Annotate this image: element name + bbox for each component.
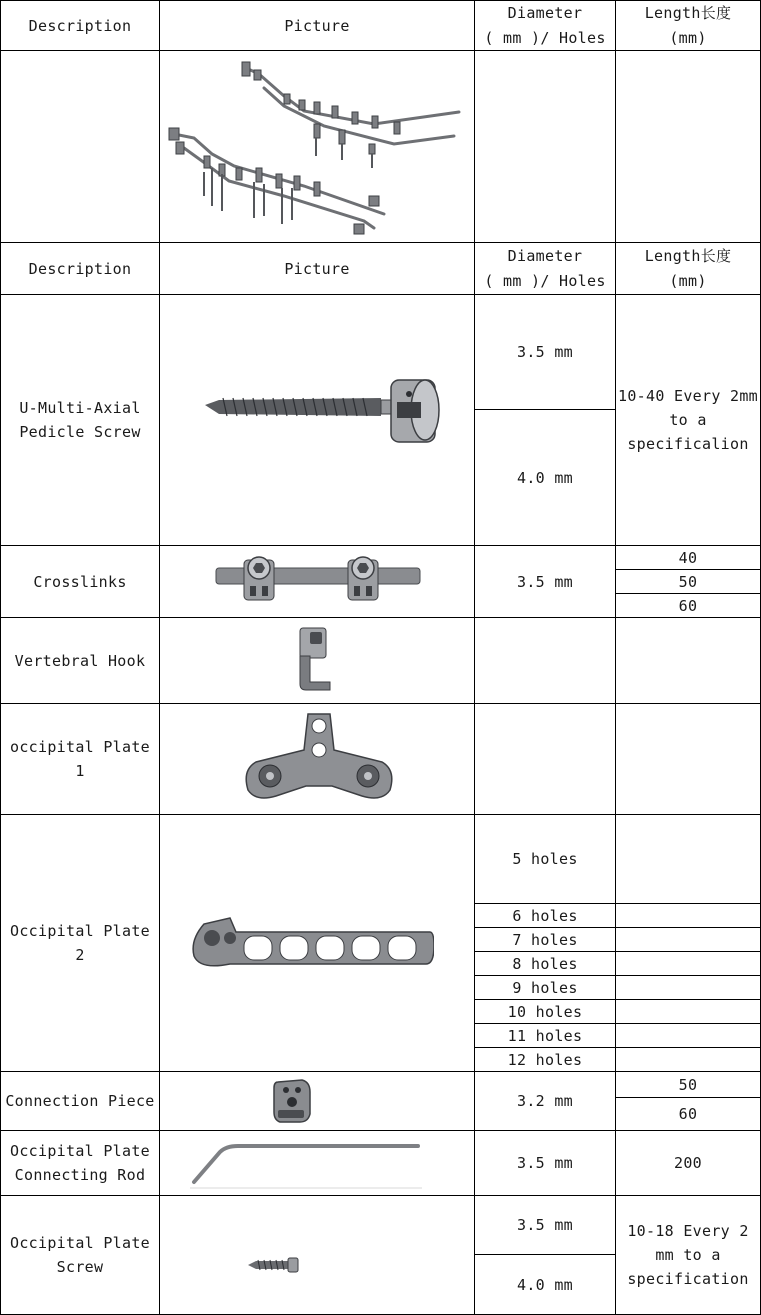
plate-2-holes-1: 5 holes [512, 850, 578, 868]
crosslinks-length-3: 60 [678, 596, 698, 615]
connecting-rod-length: 200 [674, 1154, 702, 1172]
desc-connecting-rod: Occipital Plate Connecting Rod [10, 1142, 150, 1184]
header-length-2: Length长度 (mm) [644, 246, 732, 290]
vertebral-hook-image [294, 626, 332, 692]
pedicle-screw-length: 10-40 Every 2mm to a specificalion [618, 387, 758, 453]
occipital-plate-screw-image [248, 1256, 300, 1274]
plate-2-holes-5: 9 holes [512, 978, 578, 997]
connecting-rod-diameter: 3.5 mm [517, 1154, 573, 1172]
crosslinks-length-2: 50 [678, 572, 698, 591]
desc-occipital-plate-1: occipital Plate 1 [10, 738, 150, 780]
desc-vertebral-hook: Vertebral Hook [14, 651, 146, 670]
crosslinks-length-1: 40 [678, 548, 698, 567]
pedicle-screw-image [205, 376, 445, 446]
plate-2-holes-8: 12 holes [507, 1050, 583, 1069]
desc-crosslinks: Crosslinks [33, 572, 127, 591]
desc-plate-screw: Occipital Plate Screw [10, 1234, 150, 1276]
connection-piece-length-1: 50 [678, 1075, 698, 1094]
plate-2-holes-2: 6 holes [512, 906, 578, 925]
header-picture: Picture [284, 16, 350, 35]
crosslink-image [214, 552, 422, 604]
desc-pedicle-screw: U-Multi-Axial Pedicle Screw [19, 399, 141, 441]
occipital-plate-2-image [190, 916, 434, 972]
plate-screw-diameter-1: 3.5 mm [517, 1216, 573, 1234]
plate-screw-diameter-2: 4.0 mm [517, 1275, 573, 1294]
spinal-fixation-assembly-image [164, 56, 470, 240]
plate-2-holes-7: 11 holes [507, 1026, 583, 1045]
connecting-rod-image [190, 1140, 422, 1190]
connection-piece-diameter: 3.2 mm [517, 1092, 573, 1110]
crosslinks-diameter: 3.5 mm [517, 572, 573, 591]
pedicle-screw-diameter-1: 3.5 mm [517, 343, 573, 361]
plate-2-holes-3: 7 holes [512, 930, 578, 949]
occipital-plate-1-image [242, 710, 396, 804]
header-diameter-2: Diameter ( mm )/ Holes [484, 246, 606, 290]
plate-screw-length: 10-18 Every 2 mm to a specification [627, 1222, 749, 1288]
connection-piece-length-2: 60 [678, 1105, 698, 1123]
header-picture-2: Picture [284, 259, 350, 278]
desc-occipital-plate-2: Occipital Plate 2 [10, 922, 150, 964]
header-description-2: Description [28, 259, 132, 278]
plate-2-holes-6: 10 holes [507, 1002, 583, 1021]
desc-connection-piece: Connection Piece [5, 1092, 155, 1110]
header-length: Length长度 (mm) [644, 3, 732, 47]
header-diameter: Diameter ( mm )/ Holes [484, 3, 606, 47]
plate-2-holes-4: 8 holes [512, 954, 578, 973]
connection-piece-image [272, 1078, 312, 1124]
pedicle-screw-diameter-2: 4.0 mm [517, 468, 573, 487]
header-description: Description [28, 16, 132, 35]
